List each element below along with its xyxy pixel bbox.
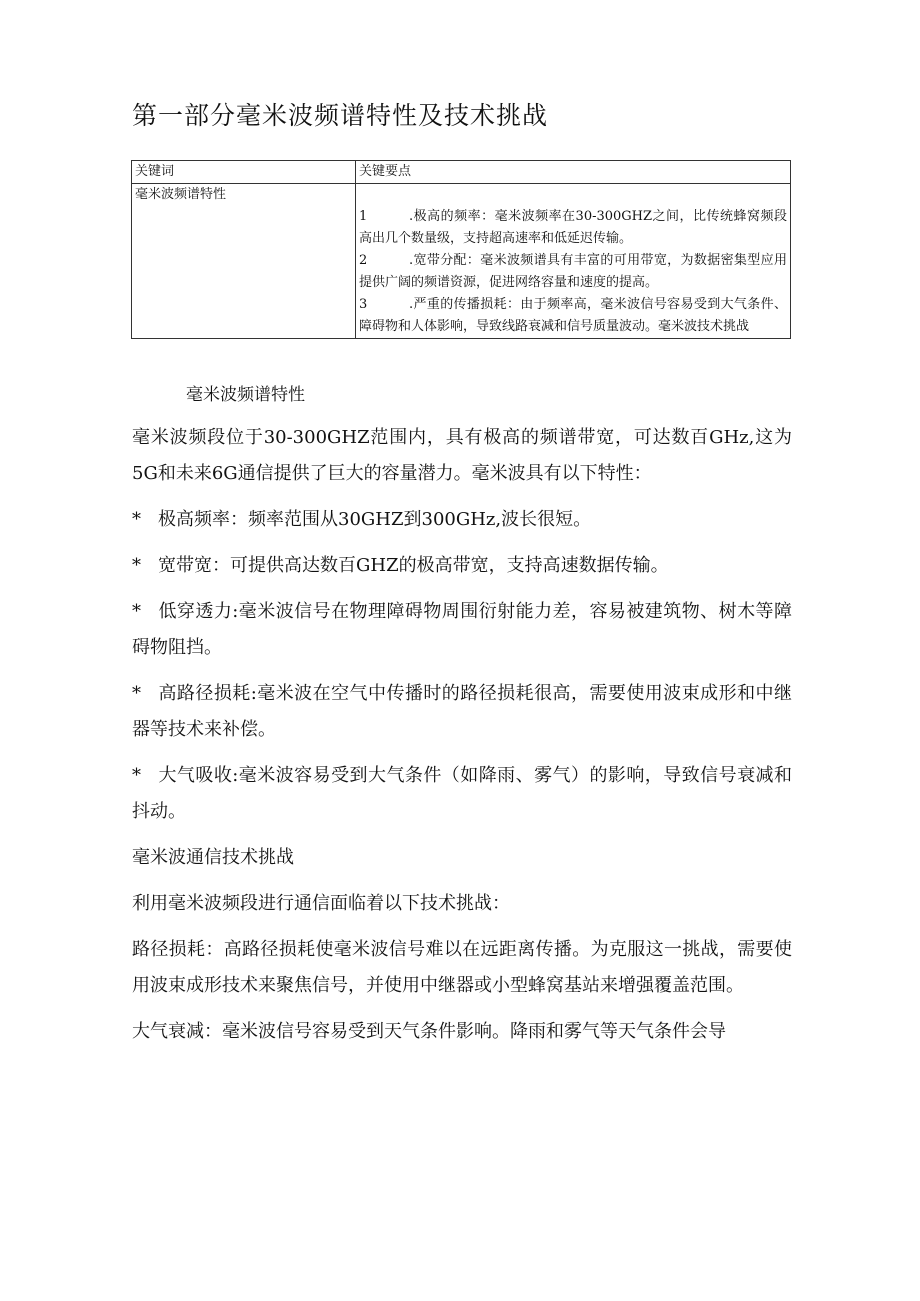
table-row [132, 184, 791, 339]
key-point-text: .严重的传播损耗：由于频率高，毫米波信号容易受到大气条件、障碍物和人体影响，导致线路衰减和信号质量波动。毫米波技术挑战 [359, 297, 787, 334]
bullet-marker: * [132, 601, 141, 622]
table-header-points: 关键要点 [356, 161, 791, 184]
table-cell-keyword: 毫米波频谱特性 [132, 184, 356, 339]
bullet-marker: * [132, 509, 141, 530]
key-point-text: .极高的频率：毫米波频率在30-300GHZ之间，比传统蜂窝频段高出几个数量级，支持超高速率和低延迟传输。 [359, 209, 787, 246]
challenge-paragraph: 大气衰减：毫米波信号容易受到天气条件影响。降雨和雾气等天气条件会导 [132, 1021, 726, 1042]
table-header-keyword: 关键词 [132, 161, 356, 184]
bullet-text: 极高频率：频率范围从30GHZ到300GHz,波长很短。 [158, 509, 592, 530]
key-point-index: 2 [359, 253, 368, 268]
bullet-item [132, 502, 792, 538]
key-point-item [359, 294, 787, 338]
bullet-marker: * [132, 555, 141, 576]
bullet-text: 低穿透力:毫米波信号在物理障碍物周围衍射能力差，容易被建筑物、树木等障碍物阻挡。 [132, 601, 792, 658]
bullet-item [132, 548, 792, 584]
keyword-table [131, 160, 791, 339]
challenges-heading: 毫米波通信技术挑战 [132, 847, 294, 868]
key-point-text: .宽带分配：毫米波频谱具有丰富的可用带宽，为数据密集型应用提供广阔的频谱资源，促进网络容量和速度的提高。 [359, 253, 787, 290]
bullet-marker: * [132, 765, 141, 786]
key-point-item [359, 250, 787, 294]
document-body [132, 420, 792, 1060]
bullet-item [132, 676, 792, 748]
key-point-index: 3 [359, 297, 368, 312]
section-caption: 毫米波频谱特性 [186, 385, 305, 405]
intro-paragraph: 毫米波频段位于30-300GHZ范围内，具有极高的频谱带宽，可达数百GHz,这为5G和未来6G通信提供了巨大的容量潜力。毫米波具有以下特性： [132, 427, 792, 484]
bullet-text: 宽带宽：可提供高达数百GHZ的极高带宽，支持高速数据传输。 [158, 555, 669, 576]
key-point-item [359, 206, 787, 250]
page-title: 第一部分毫米波频谱特性及技术挑战 [132, 101, 549, 130]
table-cell-points [356, 184, 791, 339]
challenge-paragraph: 路径损耗：高路径损耗使毫米波信号难以在远距离传播。为克服这一挑战，需要使用波束成形技术来聚焦信号，并使用中继器或小型蜂窝基站来增强覆盖范围。 [132, 939, 792, 996]
table-header-row [132, 161, 791, 184]
bullet-text: 高路径损耗:毫米波在空气中传播时的路径损耗很高，需要使用波束成形和中继器等技术来补偿。 [132, 683, 792, 740]
bullet-item [132, 594, 792, 666]
bullet-marker: * [132, 683, 141, 704]
bullet-text: 大气吸收:毫米波容易受到大气条件（如降雨、雾气）的影响，导致信号衰减和抖动。 [132, 765, 792, 822]
challenges-intro: 利用毫米波频段进行通信面临着以下技术挑战： [132, 893, 510, 914]
bullet-item [132, 758, 792, 830]
key-point-index: 1 [359, 209, 368, 224]
